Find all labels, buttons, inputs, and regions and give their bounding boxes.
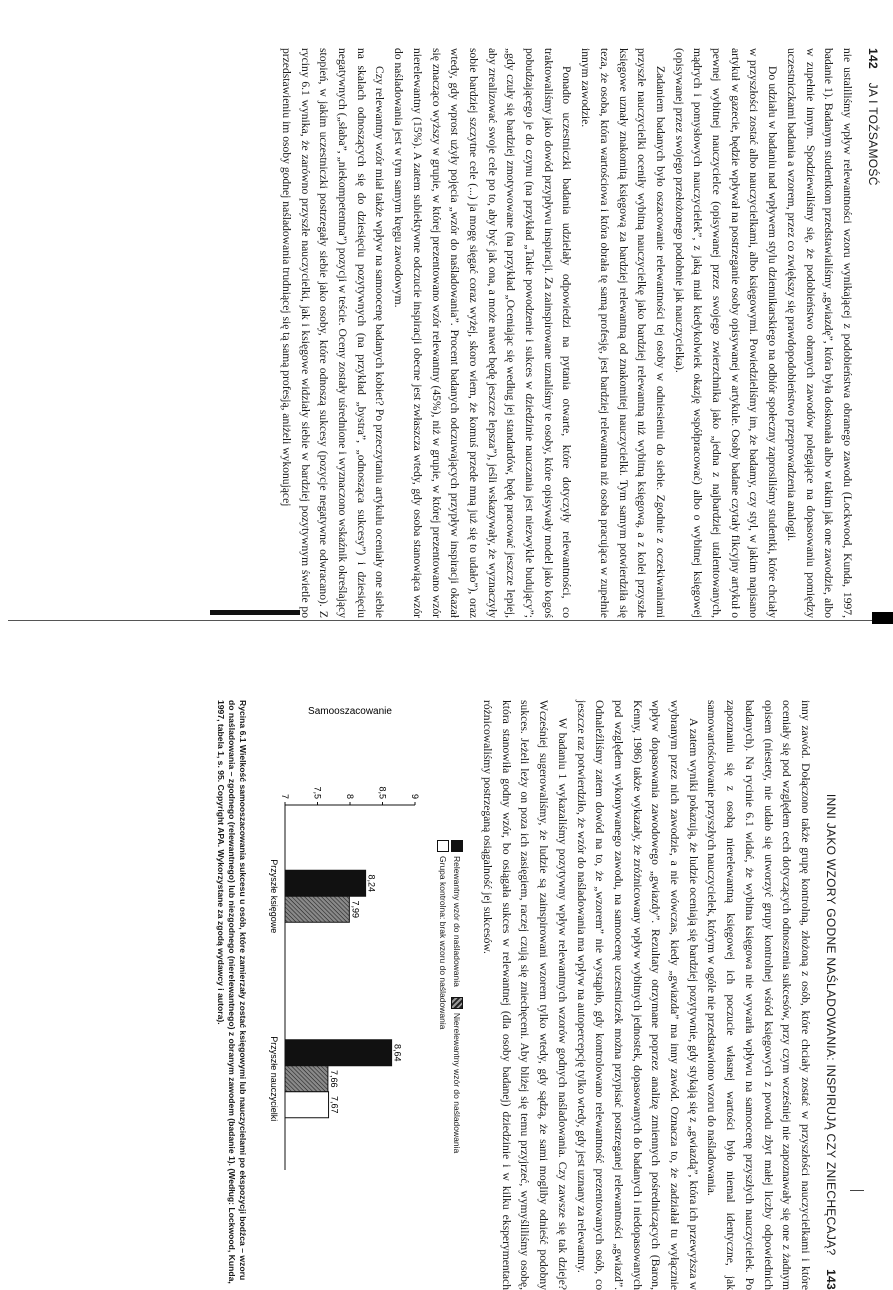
paragraph: A zatem wyniki pokazują, że ludzie oceniają się bardziej pozytywnie, gdy stykają się z „gwiazdą”, która ich przewyższa w wybranym przez nich zawodzie, a nie wówczas, kiedy „gwiazda” ma inny zawód. Oznacza to, że zadziałał tu wyłącznie wpływ dopasowania zawodowego „gwiazdy”. Rezultaty otrzymane poprzez analizę zmiennych pośredniczących (Baron, Kenny, 1986) także wykazały, że zróżnicowany wpływ wybitnych jednostek, dopasowanych do badanych i niedopasowanych pod względem wykonywanego zawodu, na samoocenę uczestniczek można przypisać postrzeganej relewantności „gwiazd”. Odnaleźliśmy zatem dowód na to, że „wzorem” nie wystąpiło, gdy kontrolowano relewantność prezentowanych osób, co jeszcze raz potwierdziło, że wzór do naśladowania ma wpływ na autopercepcję tylko wtedy, gdy jest uznany za relewantny. <box>574 700 700 1290</box>
paragraph: Ponadto uczestniczki badania udzielały odpowiedzi na pytania otwarte, które dotyczyły relewantności, co traktowaliśmy jako dowód przypływu inspiracji. Za zainspirowane uznaliśmy te osoby, które opisywały model jako kogoś pobudzającego je do czynu (na przykład „Takie powodzenie i sukces w dziedzinie nauczania jest niezwykle budujący”; „gdy czuły się bardziej zmotywowane (na przykład „Oceniając się według jej standardów, będę pracować jeszcze lepiej, aby zrealizować swoje cele po to, aby być jak ona, a może nawet będę jeszcze lepsza”), jeśli wskazywały, że wyznaczyły sobie bardziej szczytne cele (...) ja mogę sięgać coraz wyżej, skoro wiem, że komuś przede mną już się to udało”), oraz wtedy, gdy wprost użyły pojęcia „wzór do naśladowania”. Procent badanych odczuwających przypływ inspiracji okazał się znacząco wyższy w grupie, w której prezentowano wzór relewantny (45%), niż w grupie, w której prezentowano wzór nierelewantny (15%). A zatem subiektywne odczucie inspiracji obecne jest zwłaszcza wtedy, gdy osoba stanowiąca wzór do naśladowania jest w tym samym kręgu zawodowym. <box>392 48 574 618</box>
figure-caption: Rycina 6.1 Wielkość samooszacowania sukcesu u osób, które zamierzały zostać księgowymi lub nauczycielami po ekspozycji bodźca – wzoru do naśladowania – zgodnego (relewantnego) lub niezgodnego (nierelewantnego) z obranym zawodem (badanie 1). (Według: Lockwood, Kunda, 1997, tabela 1, s. 95. Copyright APA. Wykorzystane za zgodą wydawcy i autora). <box>216 700 249 1284</box>
running-head <box>856 48 880 618</box>
margin-tick <box>850 1190 864 1191</box>
body-text <box>477 700 814 1290</box>
legend-label: Relewantny wzór do naśladowania <box>452 856 463 987</box>
bar <box>285 896 349 922</box>
legend-label: Nierelewantny wzór do naśladowania <box>452 1012 463 1154</box>
data-label: 8,64 <box>392 1043 403 1062</box>
running-head-title: JA I TOŻSAMOŚĆ <box>866 82 880 186</box>
data-label: 7,67 <box>329 1095 340 1114</box>
y-tick-label: 8 <box>345 793 356 799</box>
page-gutter-rule <box>8 620 878 621</box>
page-number: 142 <box>866 48 880 69</box>
legend-row <box>451 840 463 1290</box>
y-tick-label: 9 <box>410 793 421 799</box>
running-head-title: INNI JAKO WZORY GODNE NAŚLADOWANIA: INSPIRUJĄ CZY ZNIECHĘCAJĄ? <box>824 793 838 1256</box>
paragraph: W badaniu 1 wykazaliśmy pozytywny wpływ relewantnych wzorów godnych naśladowania. Czy zawsze się tak dzieje? Wcześniej sugerowaliśmy, że ludzie są zainspirowani wzorem tylko wtedy, gdy sądzą, że sami mogliby odnieść podobny sukces. Jeżeli leży on poza ich zasięgiem, raczej czują się zniechęceni. Aby bliżej się temu przyjrzeć, wymyśliliśmy osobę, która stanowiła godny wzór, bo osiągała sukces w relewantnej (dla osoby badanej) dziedzinie i w kilku eksperymentach różnicowaliśmy postrzeganą osiągalność jej sukcesów. <box>481 700 569 1290</box>
legend-swatch <box>451 840 463 852</box>
y-tick-label: 8,5 <box>377 786 388 799</box>
category-label: Przyszłe nauczycielki <box>269 1036 280 1122</box>
data-label: 7,99 <box>350 900 361 919</box>
y-axis-label: Samooszacowanie <box>308 706 393 717</box>
paragraph: Czy relewantny wzór miał także wpływ na samoocenę badanych kobiet? Po przeczytaniu artykułu oceniały one siebie na skalach odnoszących się do dziesięciu pozytywnych (na przykład „bystra”, „odnosząca sukcesy”) i dziesięciu negatywnych („słaba”, „niekompetentna”) pozycji w teście. Oceny zostały uśrednione i wyznaczono wskaźnik określający stopień, w jakim uczestniczki postrzegały siebie jako osoby, które odnoszą sukcesy (pozycje negatywne odwracano). Z ryciny 6.1 wynika, że zarówno przyszłe nauczycielki, jak i księgowe widziały siebie w bardziej pozytywnym świetle po przedstawieniu im osoby godnej naśladowania trudniącej się tą samą profesją, aniżeli wykonującej <box>279 48 387 618</box>
chart-legend <box>437 840 463 1290</box>
bar <box>285 870 366 896</box>
paragraph: inny zawód. Dołączono także grupę kontrolną, złożoną z osób, które chciały zostać w przyszłości nauczycielkami i które oceniały się pod względem cech dotyczących odnoszenia sukcesów, przy czym wcześniej nie zapoznawały się one z żadnym opisem (niestety, nie udało się utworzyć grupy kontrolnej wśród księgowych z powodu zbyt małej liczby odpowiednich badanych). Na rycinie 6.1 widać, że wybitna księgowa nie wywarła wpływu na samoocenę przyszłych nauczycielek. Po zapoznaniu się z osobą nierelewantną księgowej ich poczucie własnej wartości było niemal identyczne, jak samowartościowanie przyszłych nauczycielek, którym w ogóle nie przedstawiono wzoru do naśladowania. <box>705 700 812 1290</box>
legend-swatch <box>451 997 463 1009</box>
data-label: 7,66 <box>329 1069 340 1088</box>
bar <box>285 1092 329 1118</box>
legend-label: Grupa kontrolna: brak wzoru do naśladowania <box>438 856 449 1030</box>
right-page <box>216 700 838 1290</box>
figure <box>215 700 463 1290</box>
category-label: Przyszłe księgowe <box>269 859 280 934</box>
body-text <box>276 48 856 618</box>
paragraph: nie ustaliliśmy wpływ relewantności wzoru wynikającej z podobieństwa obranego zawodu (Lockwood, Kunda, 1997, badanie 1). Badanym studentkom przedstawialiśmy „gwiazdę”, która była doskonała albo w takim jak one zawodzie, albo w zupełnie innym. Spodziewaliśmy się, że podobieństwo obranych zawodów polegające na dopasowaniu pomiędzy uczestniczkami badania a wzorem, przez co zwiększy się prawdopodobieństwo przeprowadzenia analogii. <box>784 48 854 618</box>
legend-swatch <box>437 840 449 852</box>
bar <box>285 1040 392 1066</box>
left-page <box>30 48 880 618</box>
legend-row <box>437 840 449 1290</box>
data-label: 8,24 <box>366 874 377 893</box>
bar <box>285 1066 328 1092</box>
y-tick-label: 7,5 <box>312 786 323 799</box>
paragraph: Zadaniem badanych było oszacowanie relewantności tej osoby w odniesieniu do siebie. Zgodnie z oczekiwaniami przyszłe nauczycielki oceniły wybitną nauczycielkę jako bardziej relewantną niż wybitną księgową, a z kolei przyszłe księgowe uznały znakomitą księgową za bardziej relewantną od znakomitej nauczycielki. Tym samym potwierdziła się teza, że osoba, która wartościowa i która obrała tę samą profesję, jest bardziej relewantna niż osoba pracująca w zupełnie innym zawodzie. <box>579 48 667 618</box>
running-head <box>814 700 838 1290</box>
page-number: 143 <box>824 1269 838 1290</box>
bar-chart <box>257 700 435 1180</box>
paragraph: Do udziału w badaniu nad wpływem stylu dziennikarskiego na odbiór społeczny zaprosiliśmy studentki, które chciały w przyszłości zostać albo nauczycielkami, albo księgowymi. Powiedzieliśmy im, że badamy, czy styl, w jakim napisano artykuł w gazecie, będzie wpływał na postrzeganie osoby opisywanej w artykule. Osoby badane czytały fikcyjny artykuł o pewnej wybitnej nauczycielce (opisywanej przez swojego zwierzchnika jako „jedna z najbardziej utalentowanych, mądrych i pomysłowych nauczycielek”, z jaką miał kiedykolwiek okazję współpracować) albo o wybitnej księgowej (opisywanej przez swojego przełożonego podobnie jak nauczycielka). <box>672 48 780 618</box>
y-tick-label: 7 <box>280 793 291 799</box>
